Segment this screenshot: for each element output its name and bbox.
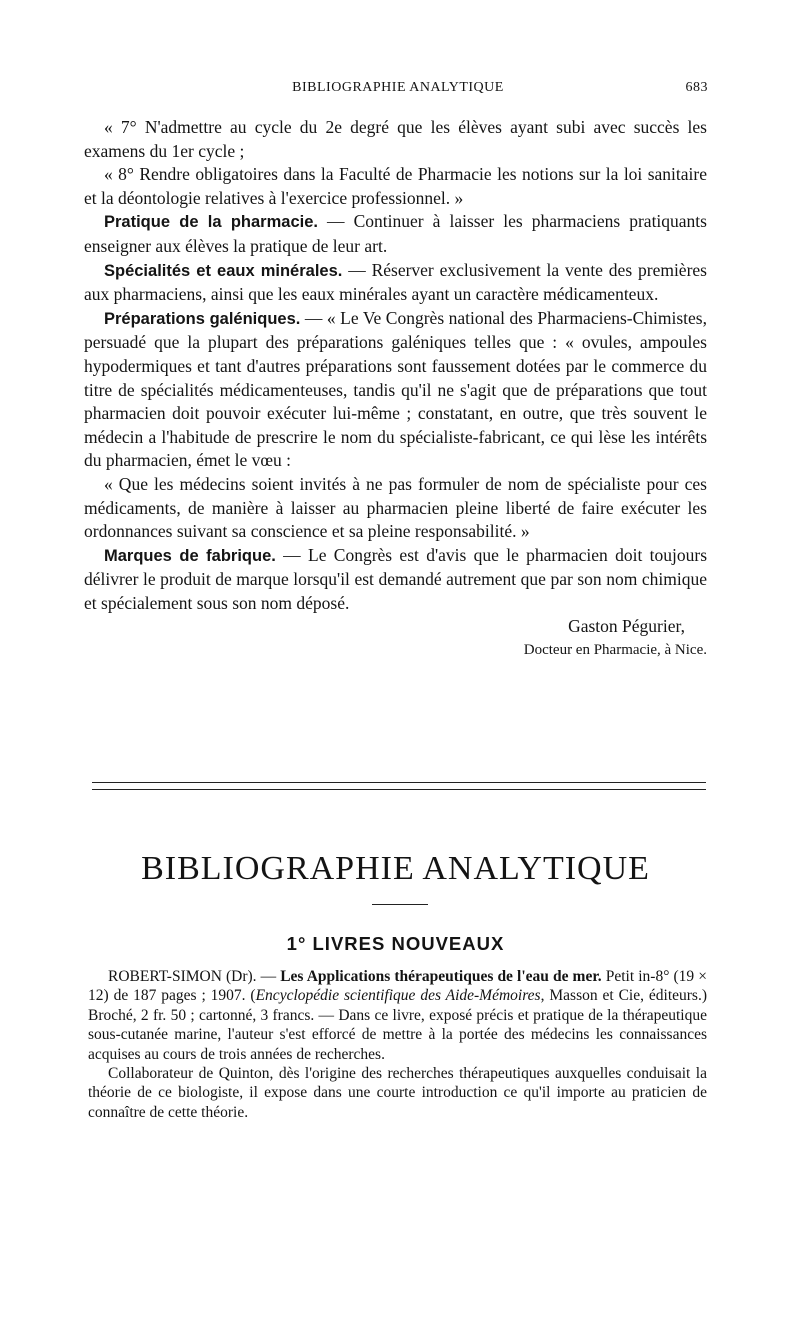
paragraph-specialites	[84, 259, 707, 307]
paragraph-pratique	[84, 210, 707, 258]
section-divider-top	[92, 782, 706, 783]
lead-preparations: Préparations galéniques.	[104, 309, 301, 328]
paragraph-preparations	[84, 307, 707, 473]
text-preparations: — « Le Ve Congrès national des Pharmaciens-Chimistes, persuadé que la plupart des préparations galéniques telles que : « ovules, ampoules hypodermiques et tant d'autres préparations sont faussement dotées par le commerce du titre de spécialités médicamenteuses, tandis qu'il ne s'agit que de préparations que tout pharmacien doit pouvoir exécuter lui-même ; constatant, en outre, que très souvent le médecin a l'habitude de prescrire le nom du spécialiste-fabricant, ce qui lèse les intérêts du pharmacien, émet le vœu :	[84, 307, 707, 471]
review-author: ROBERT-SIMON (Dr).	[108, 968, 257, 985]
paragraph-item-7: « 7° N'admettre au cycle du 2e degré que les élèves ayant subi avec succès les examens du 1er cycle ;	[84, 117, 707, 161]
review-paragraph-2: Collaborateur de Quinton, dès l'origine des recherches thérapeutiques auxquelles conduisait la théorie de ce biologiste, il expose dans une courte introduction ce qu'il importe au praticien de connaître de cette théorie.	[88, 1065, 707, 1121]
running-head-title: BIBLIOGRAPHIE ANALYTIQUE	[292, 80, 504, 95]
section-divider-bottom	[92, 789, 706, 790]
signature-name: Gaston Pégurier,	[568, 616, 685, 637]
review-book-title: Les Applications thérapeutiques de l'eau de mer.	[280, 968, 602, 985]
text-marques: — Le Congrès est d'avis que le pharmacien doit toujours délivrer le produit de marque lorsqu'il est demandé autrement que par son nom chimique et spécialement sous son nom déposé.	[84, 544, 708, 613]
page-number: 683	[685, 80, 708, 95]
text-specialites: — Réserver exclusivement la vente des premières aux pharmaciens, ainsi que les eaux minérales ayant un caractère médicamenteux.	[84, 259, 707, 305]
subsection-title: 1° LIVRES NOUVEAUX	[286, 933, 505, 954]
review-details-a: Petit in-8° (19 × 12) de 187 pages ; 1907. (	[88, 968, 707, 1005]
signature-title: Docteur en Pharmacie, à Nice.	[523, 642, 707, 659]
review-series: Encyclopédie scientifique des Aide-Mémoires	[255, 987, 541, 1005]
paragraph-item-8: « 8° Rendre obligatoires dans la Faculté de Pharmacie les notions sur la loi sanitaire et la déontologie relatives à l'exercice professionnel. »	[84, 164, 707, 208]
review-details-b: , Masson et Cie, éditeurs.) Broché, 2 fr. 50 ; cartonné, 3 francs. — Dans ce livre, exposé précis et pratique de la thérapeutique sous-cutanée marine, l'auteur s'est efforcé de mettre à la portée des médecins les connaissances acquises au cours de trois années de recherches.	[88, 987, 707, 1063]
review-paragraph-1: ROBERT-SIMON (Dr). — Les Applications thérapeutiques de l'eau de mer. Petit in-8° (19 × 12) de 187 pages ; 1907. (Encyclopédie scientifique des Aide-Mémoires, Masson et Cie, éditeurs.) Broché, 2 fr. 50 ; cartonné, 3 francs. — Dans ce livre, exposé précis et pratique de la thérapeutique sous-cutanée marine, l'auteur s'est efforcé de mettre à la portée des médecins les connaissances acquises au cours de trois années de recherches.	[88, 968, 707, 1063]
section-title: BIBLIOGRAPHIE ANALYTIQUE	[141, 850, 650, 887]
article-end-text	[84, 116, 707, 663]
signature	[84, 615, 707, 662]
book-review	[88, 967, 707, 1122]
lead-pratique: Pratique de la pharmacie.	[104, 213, 318, 232]
paragraph-voeu: « Que les médecins soient invités à ne pas formuler de nom de spécialiste pour ces médicaments, de manière à laisser au pharmacien pleine liberté de faire exécuter les ordonnances suivant sa conscience et sa pleine responsabilité. »	[84, 473, 707, 542]
running-head	[88, 80, 708, 100]
lead-marques: Marques de fabrique.	[104, 546, 276, 565]
lead-specialites: Spécialités et eaux minérales.	[104, 261, 343, 280]
title-underline	[372, 904, 428, 905]
text-pratique: — Continuer à laisser les pharmaciens pratiquants enseigner aux élèves la pratique de leur art.	[84, 211, 707, 256]
paragraph-marques	[84, 544, 707, 616]
